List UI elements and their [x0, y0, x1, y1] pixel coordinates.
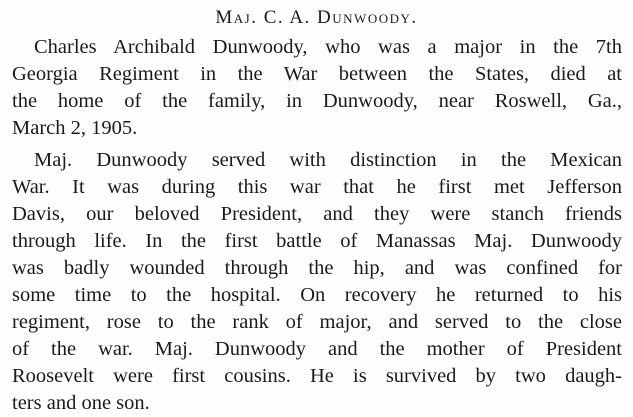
text-line: some time to the hospital. On recovery he returned to his	[12, 284, 622, 306]
text-line: Georgia Regiment in the War between the States, died at	[12, 63, 622, 85]
text-line: regiment, rose to the rank of major, and served to the close	[12, 311, 622, 333]
text-line: Maj. Dunwoody served with distinction in the Mexican	[34, 149, 622, 171]
text-line: Davis, our beloved President, and they were stanch friends	[12, 203, 622, 225]
text-line: Charles Archibald Dunwoody, who was a major in the 7th	[34, 36, 622, 58]
text-line: through life. In the first battle of Manassas Maj. Dunwoody	[12, 230, 622, 252]
paragraph-2	[12, 147, 622, 417]
text-line: was badly wounded through the hip, and was confined for	[12, 257, 622, 279]
text-line: War. It was during this war that he first met Jefferson	[12, 176, 622, 198]
text-line: ters and one son.	[12, 392, 150, 414]
text-line: March 2, 1905.	[12, 117, 138, 139]
text-line: of the war. Maj. Dunwoody and the mother of President	[12, 338, 622, 360]
text-line: Roosevelt were first cousins. He is survived by two daugh-	[12, 365, 622, 387]
paragraph-1	[12, 34, 622, 142]
text-line: the home of the family, in Dunwoody, near Roswell, Ga.,	[12, 90, 622, 112]
article-title: Maj. C. A. Dunwoody.	[215, 7, 418, 28]
